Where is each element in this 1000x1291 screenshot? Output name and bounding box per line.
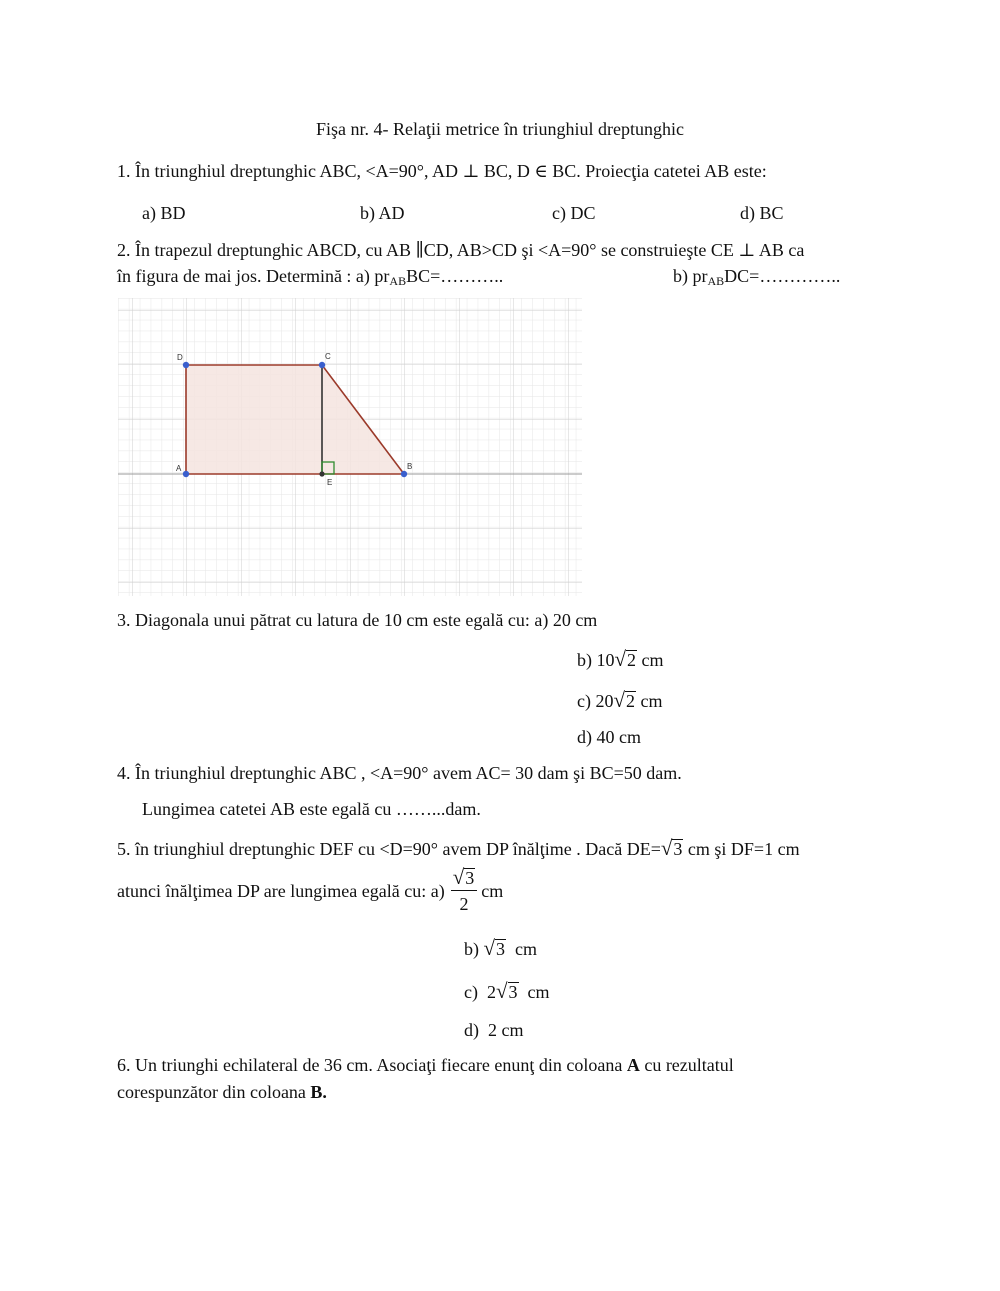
question-3-option-b — [577, 648, 664, 671]
trapezoid-figure — [118, 298, 582, 596]
question-3-text: 3. Diagonala unui pătrat cu latura de 10 cm este egală cu: a) 20 cm — [117, 610, 598, 630]
question-6-line-1-prefix: 6. Un triunghi echilateral de 36 cm. Asociaţi fiecare enunţ din coloana — [117, 1055, 627, 1075]
radicand: 3 — [496, 939, 506, 959]
question-3-option-b-unit: cm — [637, 650, 664, 670]
radicand: 3 — [508, 982, 518, 1002]
question-2-part-b-prefix: b) pr — [673, 266, 708, 286]
label-c: C — [325, 352, 331, 361]
page-title: Fişa nr. 4- Relaţii metrice în triunghiul dreptunghic — [316, 119, 684, 139]
fraction-numerator: √ 3 — [451, 866, 478, 891]
question-1-option-a: a) BD — [142, 203, 186, 223]
fraction — [451, 866, 478, 915]
question-2-answer-a-blank: BC=……….. — [406, 266, 504, 286]
question-5-line-1-suffix: cm şi DF=1 cm — [683, 839, 800, 859]
sqrt-symbol: √ 3 — [483, 936, 506, 960]
question-5-line-1-prefix: 5. în triunghiul dreptunghic DEF cu <D=90° avem DP înălţime . Dacă DE= — [117, 839, 661, 859]
question-3-option-c — [577, 689, 663, 712]
question-3-option-c-prefix: c) 20 — [577, 691, 614, 711]
point-a — [183, 471, 189, 477]
question-1-text: 1. În triunghiul dreptunghic ABC, <A=90°, AD ⊥ BC, D ∈ BC. Proiecţia catetei AB este: — [117, 161, 767, 181]
question-2-line-1: 2. În trapezul dreptunghic ABCD, cu AB ∥CD, AB>CD şi <A=90° se construieşte CE ⊥ AB ca — [117, 240, 805, 260]
question-2-line-2-prefix: în figura de mai jos. Determină : a) pr — [117, 266, 390, 286]
projection-subscript-a: AB — [389, 274, 407, 288]
question-5-option-c-unit: cm — [518, 982, 550, 1002]
question-6-line-1 — [117, 1054, 734, 1076]
question-4-line-2: Lungimea catetei AB este egală cu ……...dam. — [142, 799, 481, 819]
sqrt-symbol: √ 3 — [660, 836, 683, 860]
radicand: 3 — [465, 868, 475, 888]
question-6-line-2-prefix: corespunzător din coloana — [117, 1082, 311, 1102]
point-e — [319, 471, 324, 476]
column-b-label: B. — [310, 1082, 327, 1102]
question-2-part-b — [673, 265, 840, 289]
question-4-line-1: 4. În triunghiul dreptunghic ABC , <A=90° avem AC= 30 dam şi BC=50 dam. — [117, 763, 682, 783]
radicand: 3 — [673, 839, 683, 859]
question-1-option-c: c) DC — [552, 203, 596, 223]
sqrt-symbol: √ 2 — [613, 688, 636, 712]
point-b — [401, 471, 407, 477]
column-a-label: A — [626, 1055, 640, 1075]
question-6-line-1-suffix: cu rezultatul — [639, 1055, 734, 1075]
question-5-option-b — [464, 937, 537, 960]
question-2-answer-b-blank: DC=………….. — [724, 266, 841, 286]
question-5-line-2-prefix: atunci înălţimea DP are lungimea egală cu: a) — [117, 880, 445, 901]
question-5-option-b-prefix: b) — [464, 939, 484, 959]
projection-subscript-b: AB — [707, 274, 725, 288]
question-3-option-c-unit: cm — [636, 691, 663, 711]
question-5-option-c-prefix: c) 2 — [464, 982, 496, 1002]
question-6-line-2 — [117, 1081, 327, 1103]
point-d — [183, 362, 189, 368]
radicand: 2 — [626, 691, 636, 711]
question-3-option-d: d) 40 cm — [577, 727, 641, 747]
radicand: 2 — [627, 650, 637, 670]
sqrt-symbol: √ 2 — [614, 647, 637, 671]
question-5-option-b-unit: cm — [506, 939, 538, 959]
question-1-option-d: d) BC — [740, 203, 784, 223]
question-3-option-b-prefix: b) 10 — [577, 650, 615, 670]
label-d: D — [177, 353, 183, 362]
fraction-denominator: 2 — [459, 894, 469, 914]
question-5-option-a-unit: cm — [481, 880, 504, 901]
question-2-line-2 — [117, 265, 503, 289]
question-5-line-2 — [117, 866, 503, 915]
question-5-option-d: d) 2 cm — [464, 1020, 524, 1040]
question-5-option-c — [464, 980, 550, 1003]
label-b: B — [407, 462, 413, 471]
point-c — [319, 362, 325, 368]
label-e: E — [327, 478, 333, 487]
question-1-option-b: b) AD — [360, 203, 405, 223]
label-a: A — [176, 464, 182, 473]
sqrt-symbol: √ 3 — [495, 979, 518, 1003]
question-5-line-1 — [117, 837, 800, 860]
